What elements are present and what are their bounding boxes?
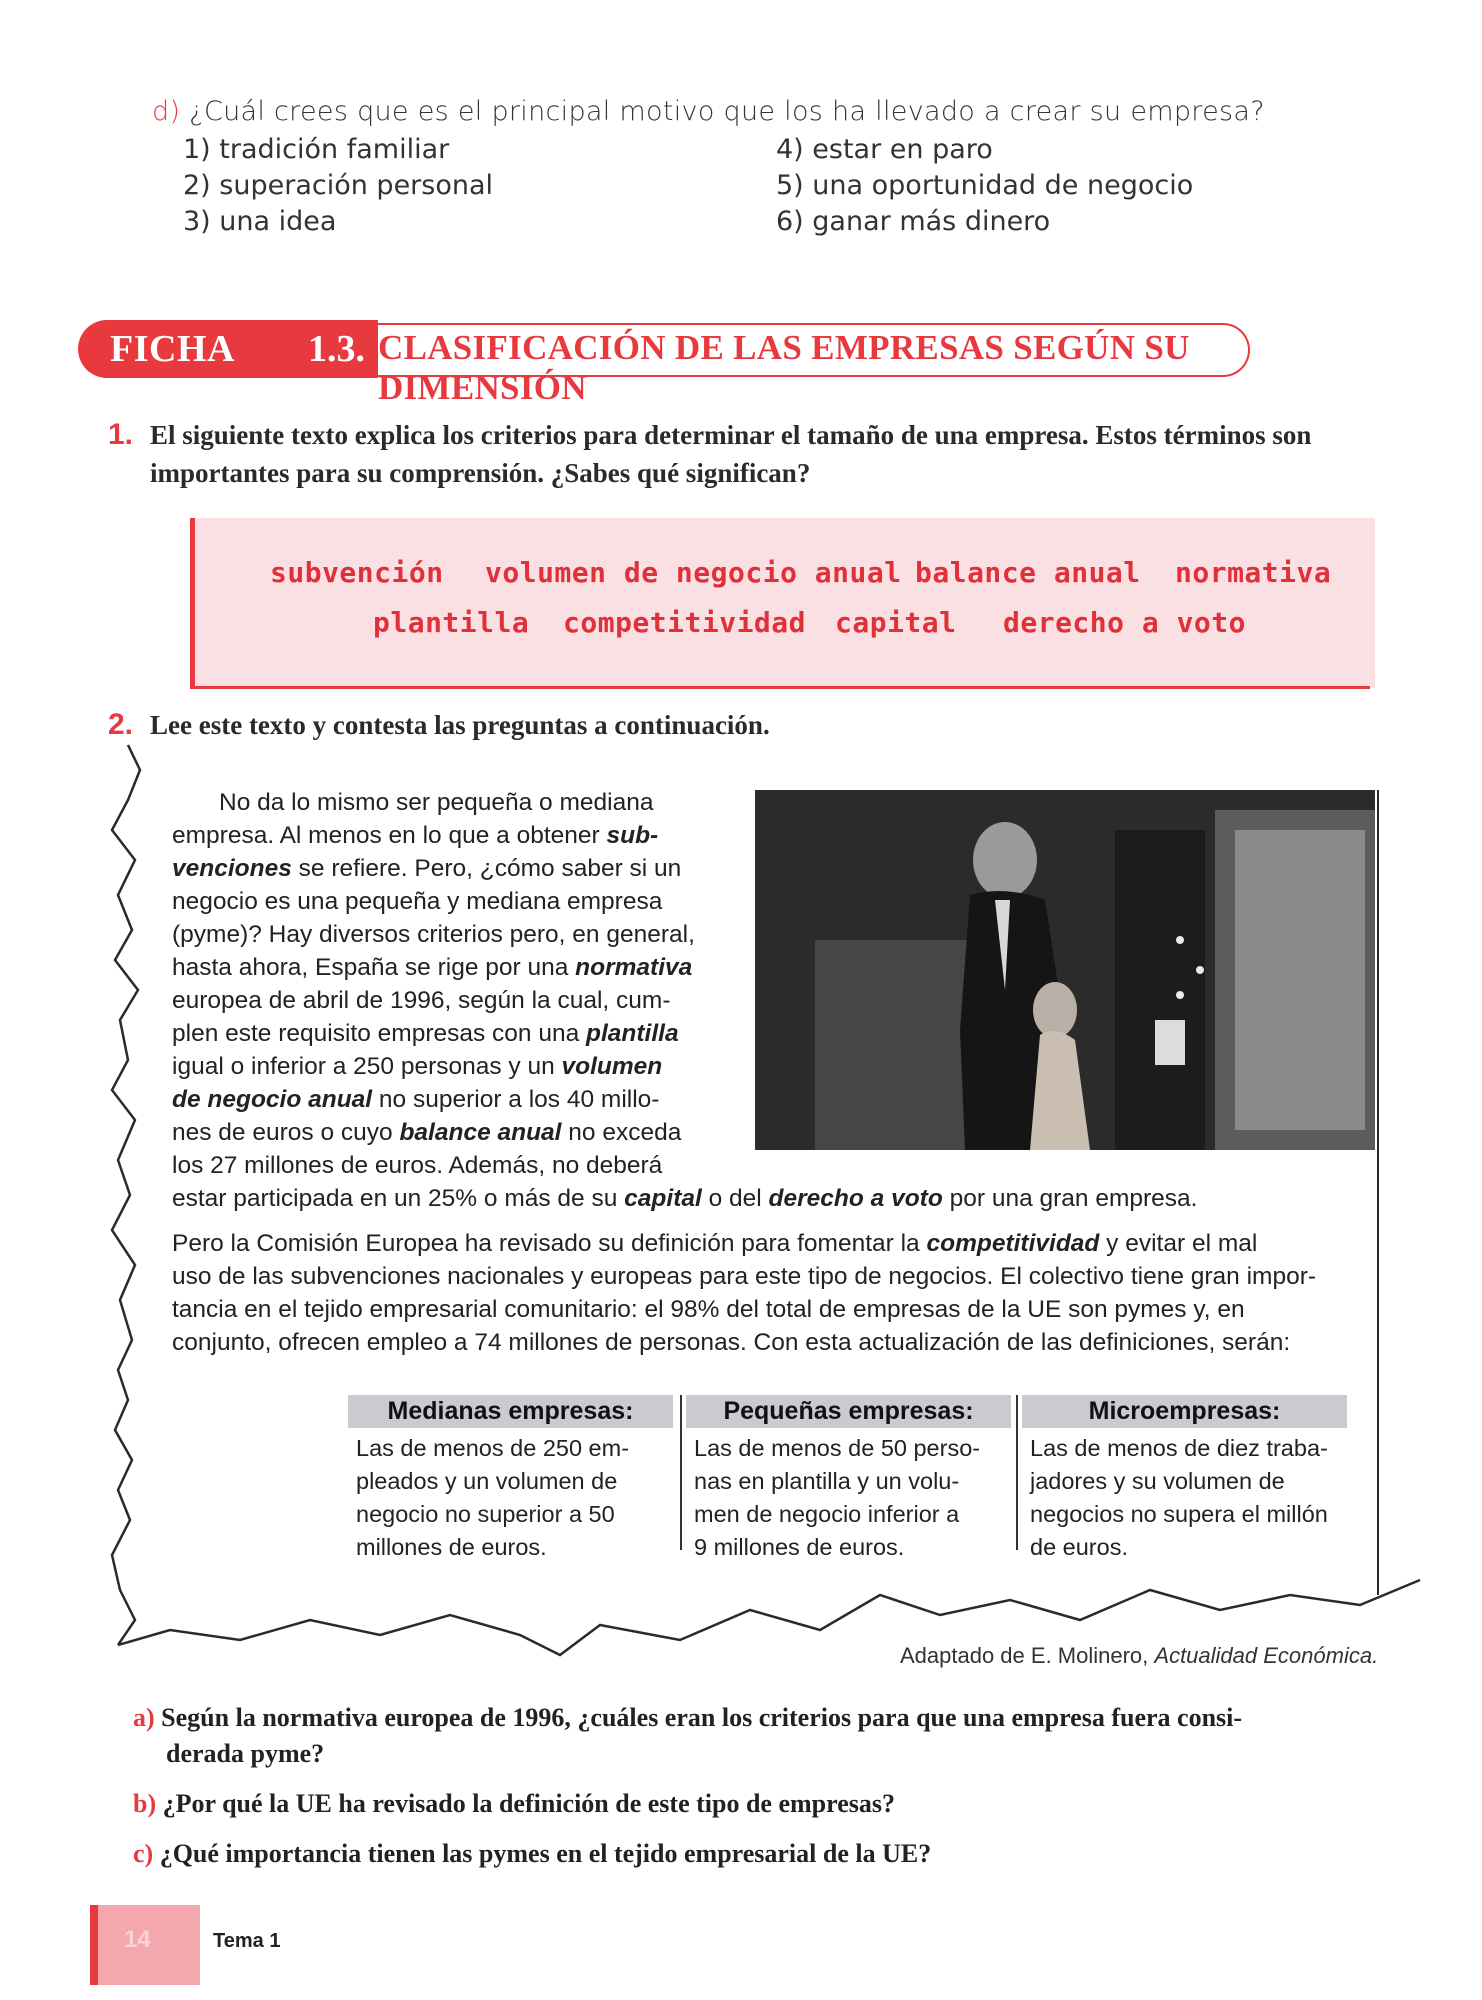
- photo-illustration: [755, 790, 1375, 1150]
- question-text: Según la normativa europea de 1996, ¿cuáles eran los criterios para que una empresa fuera consi-: [161, 1703, 1243, 1732]
- table-cell-line: Las de menos de 50 perso-: [694, 1435, 981, 1461]
- table-separator: [680, 1395, 682, 1550]
- page-number: 14: [124, 1926, 151, 1953]
- option-1: 1) tradición familiar: [183, 134, 450, 165]
- p1-text: igual o inferior a 250 personas y un: [172, 1053, 562, 1080]
- table-cell-line: negocio no superior a 50: [356, 1501, 615, 1527]
- table-column-micro: [1022, 1395, 1347, 1564]
- table-header: Medianas empresas:: [348, 1395, 673, 1428]
- question-label: a): [133, 1703, 155, 1732]
- p1-keyword: normativa: [575, 954, 693, 981]
- exercise-2-text: Lee este texto y contesta las preguntas a continuación.: [150, 710, 770, 740]
- p2-line: uso de las subvenciones nacionales y europeas para este tipo de negocios. El colectivo tiene gran impor-: [172, 1263, 1317, 1290]
- question-text: ¿Por qué la UE ha revisado la definición de este tipo de empresas?: [162, 1789, 895, 1818]
- table-cell: [686, 1428, 1011, 1564]
- vocab-term: balance anual: [915, 556, 1141, 589]
- vocab-term: plantilla: [373, 606, 530, 639]
- article-source: [900, 1643, 1378, 1669]
- p1-text: o del: [701, 1185, 769, 1212]
- p1-line: [172, 1116, 742, 1149]
- table-cell-line: negocios no supera el millón: [1030, 1501, 1328, 1527]
- p1-text: se refiere. Pero, ¿cómo saber si un: [291, 855, 682, 882]
- exercise-1-line-1: El siguiente texto explica los criterios para determinar el tamaño de una empresa. Estos términos son: [150, 420, 1312, 450]
- vocab-term: subvención: [270, 556, 444, 589]
- source-prefix: Adaptado de E. Molinero,: [900, 1643, 1155, 1668]
- p1-keyword: derecho a voto: [768, 1185, 943, 1212]
- p1-line: [172, 951, 742, 984]
- table-cell: [1022, 1428, 1347, 1564]
- option-3: 3) una idea: [183, 206, 337, 237]
- question-label: c): [133, 1839, 154, 1868]
- p1-line: negocio es una pequeña y mediana empresa: [172, 888, 663, 915]
- table-cell: [348, 1428, 673, 1564]
- p1-keyword: balance anual: [399, 1119, 562, 1146]
- table-column-medianas: [348, 1395, 673, 1564]
- vocab-term: normativa: [1175, 556, 1332, 589]
- question-a-line-2: derada pyme?: [166, 1739, 325, 1768]
- p1-text: plen este requisito empresas con una: [172, 1020, 587, 1047]
- table-cell-line: 9 millones de euros.: [694, 1534, 905, 1560]
- footer-page-tab-edge: [90, 1905, 98, 1985]
- question-label: b): [133, 1789, 157, 1818]
- p1-text: estar participada en un 25% o más de su: [172, 1185, 625, 1212]
- p1-line: europea de abril de 1996, según la cual, cum-: [172, 987, 671, 1014]
- table-cell-line: nas en plantilla y un volu-: [694, 1468, 960, 1494]
- p1-keyword: de negocio anual: [172, 1086, 373, 1113]
- option-2: 2) superación personal: [183, 170, 494, 201]
- p1-keyword: plantilla: [586, 1020, 679, 1047]
- p2-line: tancia en el tejido empresarial comunitario: el 98% del total de empresas de la UE son pymes y, en: [172, 1296, 1245, 1323]
- question-a-line-1: [133, 1700, 1443, 1736]
- source-publication: Actualidad Económica.: [1154, 1643, 1379, 1668]
- vocab-term: volumen de negocio anual: [485, 556, 902, 589]
- question-d-label: d): [152, 96, 181, 127]
- p1-line: [172, 819, 742, 852]
- question-text: ¿Qué importancia tienen las pymes en el tejido empresarial de la UE?: [159, 1839, 932, 1868]
- exercise-1-number: 1.: [108, 418, 134, 451]
- table-column-pequenas: [686, 1395, 1011, 1564]
- option-4: 4) estar en paro: [776, 134, 993, 165]
- table-cell-line: jadores y su volumen de: [1030, 1468, 1285, 1494]
- p1-text: no exceda: [561, 1119, 682, 1146]
- p1-line: [172, 852, 742, 885]
- question-a: [133, 1700, 1443, 1772]
- p1-line: [172, 1050, 742, 1083]
- p1-line: (pyme)? Hay diversos criterios pero, en general,: [172, 921, 695, 948]
- table-cell-line: de euros.: [1030, 1534, 1128, 1560]
- question-c: [133, 1836, 931, 1872]
- p1-line: los 27 millones de euros. Además, no deberá: [172, 1152, 663, 1179]
- article-photo: [755, 790, 1375, 1150]
- table-header: Pequeñas empresas:: [686, 1395, 1011, 1428]
- vocab-term: derecho a voto: [1003, 606, 1247, 639]
- ficha-label: FICHA: [110, 328, 235, 370]
- vocab-term: capital: [835, 606, 957, 639]
- p1-line: [172, 1017, 742, 1050]
- p1-text: hasta ahora, España se rige por una: [172, 954, 576, 981]
- p1-keyword: sub-: [606, 822, 659, 849]
- table-separator: [1016, 1395, 1018, 1550]
- option-5: 5) una oportunidad de negocio: [776, 170, 1194, 201]
- p1-line: No da lo mismo ser pequeña o mediana: [219, 789, 654, 816]
- table-cell-line: pleados y un volumen de: [356, 1468, 618, 1494]
- article-paragraph-2: [172, 1227, 1372, 1359]
- ficha-title: CLASIFICACIÓN DE LAS EMPRESAS SEGÚN SU DIMENSIÓN: [378, 328, 1190, 407]
- p2-text: y evitar el mal: [1099, 1230, 1258, 1257]
- table-cell-line: millones de euros.: [356, 1534, 547, 1560]
- table-cell-line: Las de menos de diez traba-: [1030, 1435, 1328, 1461]
- article-paragraph-1: [172, 786, 742, 1182]
- p2-keyword: competitividad: [926, 1230, 1100, 1257]
- p1-line: [172, 1083, 742, 1116]
- p2-line: [172, 1227, 1372, 1260]
- p1-text: nes de euros o cuyo: [172, 1119, 400, 1146]
- p1-keyword: capital: [624, 1185, 702, 1212]
- p2-line: conjunto, ofrecen empleo a 74 millones de personas. Con esta actualización de las definiciones, serán:: [172, 1329, 1291, 1356]
- p1-text: empresa. Al menos en lo que a obtener: [172, 822, 600, 849]
- p1-keyword: venciones: [172, 855, 292, 882]
- table-header: Microempresas:: [1022, 1395, 1347, 1428]
- table-cell-line: Las de menos de 250 em-: [356, 1435, 630, 1461]
- vocab-term: competitividad: [563, 606, 807, 639]
- p1-text: no superior a los 40 millo-: [372, 1086, 660, 1113]
- ficha-number: 1.3.: [298, 324, 375, 374]
- p1-last-line: [172, 1182, 1372, 1215]
- question-b: [133, 1786, 895, 1822]
- p1-keyword: volumen: [561, 1053, 663, 1080]
- chapter-label: Tema 1: [213, 1930, 281, 1952]
- p1-text: por una gran empresa.: [942, 1185, 1198, 1212]
- torn-left-edge: [112, 745, 140, 1645]
- exercise-1-line-2: importantes para su comprensión. ¿Sabes qué significan?: [150, 458, 811, 488]
- question-d-text: ¿Cuál crees que es el principal motivo que los ha llevado a crear su empresa?: [189, 96, 1265, 127]
- p2-text: Pero la Comisión Europea ha revisado su definición para fomentar la: [172, 1230, 927, 1257]
- option-6: 6) ganar más dinero: [776, 206, 1051, 237]
- exercise-2-number: 2.: [108, 708, 134, 741]
- table-cell-line: men de negocio inferior a: [694, 1501, 960, 1527]
